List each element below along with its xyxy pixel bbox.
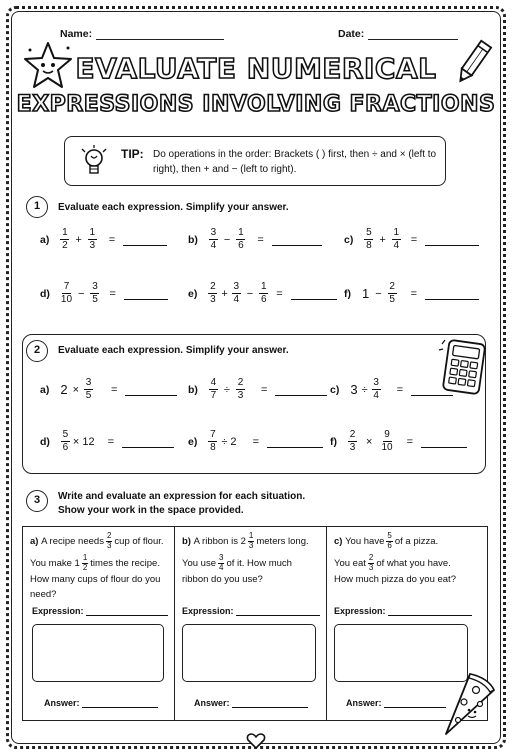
section-instruction: Evaluate each expression. Simplify your answer. — [58, 202, 289, 213]
problem-2d: d) $\frac{5}{6}$ × 12 = — [40, 430, 174, 453]
answer-blank[interactable] — [275, 384, 327, 396]
problem-1d: d) $\frac{7}{10}$ − $\frac{3}{5}$ = — [40, 282, 168, 305]
expression-field-b[interactable]: Expression: — [182, 606, 320, 616]
column-divider — [326, 526, 327, 721]
problem-2b: b) $\frac{4}{7}$ ÷ $\frac{2}{3}$ = — [188, 378, 327, 401]
section-number: 2 — [26, 340, 48, 362]
date-label: Date: — [338, 28, 365, 40]
answer-blank[interactable] — [122, 436, 174, 448]
section-number: 3 — [26, 490, 48, 512]
answer-field-c[interactable]: Answer: — [346, 698, 446, 708]
answer-blank[interactable] — [421, 436, 467, 448]
word-problem-c: c) You have $\frac{5}{6}$ of a pizza. You eat $\frac{2}{3}$ of what you have. How much pizza do you eat? — [334, 531, 456, 585]
problem-2a: a) 2 × $\frac{3}{5}$ = — [40, 378, 177, 401]
expression-field-c[interactable]: Expression: — [334, 606, 472, 616]
problem-2e: e) $\frac{7}{8}$ ÷ 2 = — [188, 430, 323, 453]
date-field[interactable] — [338, 28, 458, 40]
section-instruction: Evaluate each expression. Simplify your answer. — [58, 345, 289, 356]
answer-field-b[interactable]: Answer: — [194, 698, 308, 708]
problem-2f: f) $\frac{2}{3}$ × $\frac{9}{10}$ = — [330, 430, 467, 453]
answer-field-a[interactable]: Answer: — [44, 698, 158, 708]
expression-field-a[interactable]: Expression: — [32, 606, 168, 616]
word-problem-a: a) A recipe needs $\frac{2}{3}$ cup of flour. You make 1 $\frac{1}{2}$ times the recipe. How many cups of flour do you need? — [30, 531, 164, 600]
tip-text: Do operations in the order: Brackets ( ) first, then ÷ and × (left to right), then + and − (left to right). — [153, 149, 437, 175]
column-divider — [174, 526, 175, 721]
work-space-b[interactable] — [182, 624, 316, 682]
worksheet-title-line1: EVALUATE NUMERICAL — [75, 52, 437, 85]
answer-blank[interactable] — [291, 288, 337, 300]
name-field[interactable] — [60, 28, 224, 40]
problem-1f: f) 1 − $\frac{2}{5}$ = — [344, 282, 479, 305]
problem-2c: c) 3 ÷ $\frac{3}{4}$ = — [330, 378, 453, 401]
answer-blank[interactable] — [411, 384, 453, 396]
answer-blank[interactable] — [425, 288, 479, 300]
problem-1a: a) $\frac{1}{2}$ + $\frac{1}{3}$ = — [40, 228, 167, 251]
tip-label: TIP: — [121, 147, 144, 161]
worksheet-title-line2: EXPRESSIONS INVOLVING FRACTIONS — [16, 92, 496, 117]
answer-blank[interactable] — [272, 234, 322, 246]
tip-box — [64, 136, 446, 186]
lightbulb-icon — [79, 145, 109, 181]
heart-icon — [246, 732, 266, 750]
section-instruction-line2: Show your work in the space provided. — [58, 505, 244, 516]
answer-blank[interactable] — [123, 234, 167, 246]
answer-blank[interactable] — [125, 384, 177, 396]
name-label: Name: — [60, 28, 93, 40]
work-space-a[interactable] — [32, 624, 164, 682]
problem-1b: b) $\frac{3}{4}$ − $\frac{1}{6}$ = — [188, 228, 322, 251]
pizza-slice-icon — [440, 668, 498, 740]
problem-1c: c) $\frac{5}{8}$ + $\frac{1}{4}$ = — [344, 228, 479, 251]
answer-blank[interactable] — [267, 436, 323, 448]
answer-blank[interactable] — [124, 288, 168, 300]
section-number: 1 — [26, 196, 48, 218]
section-instruction-line1: Write and evaluate an expression for each situation. — [58, 491, 306, 502]
word-problem-b: b) A ribbon is 2 $\frac{1}{3}$ meters long. You use $\frac{3}{4}$ of it. How much ribbon do you use? — [182, 531, 309, 585]
problem-1e: e) $\frac{2}{3}$ + $\frac{3}{4}$ − $\frac{1}{6}$ = — [188, 282, 337, 305]
answer-blank[interactable] — [425, 234, 479, 246]
